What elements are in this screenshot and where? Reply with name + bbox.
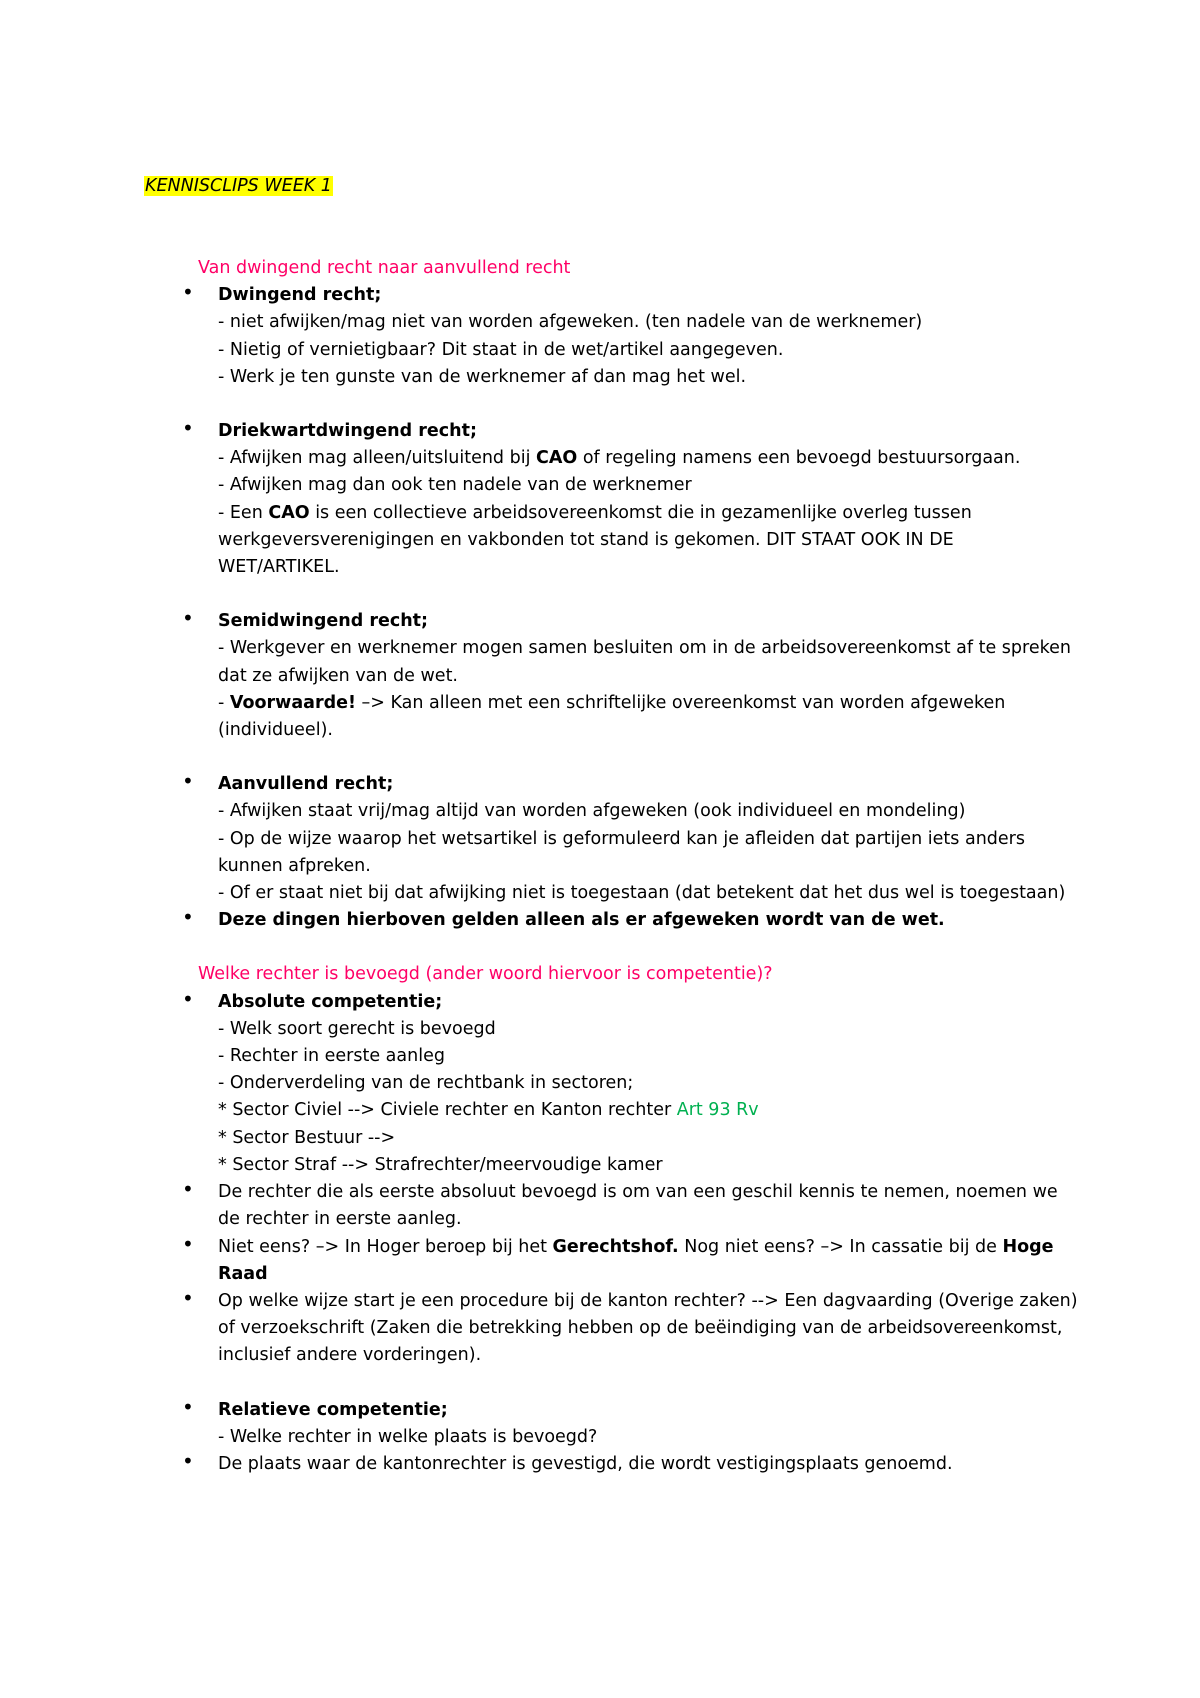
text-line: - Een CAO is een collectieve arbeidsovereenkomst die in gezamenlijke overleg tussen werkgeversverenigingen en vakbonden tot stand is gekomen. DIT STAAT OOK IN DE WET/ARTIKEL. xyxy=(218,502,972,578)
list-item-aanvullend xyxy=(180,771,1080,907)
text-line: - Nietig of vernietigbaar? Dit staat in de wet/artikel aangegeven. xyxy=(218,339,784,360)
text-line: * Sector Straf --> Strafrechter/meervoudige kamer xyxy=(218,1154,663,1175)
text-line: - Werk je ten gunste van de werknemer af dan mag het wel. xyxy=(218,366,747,387)
list-competentie xyxy=(180,989,1080,1478)
text-line: - Welke rechter in welke plaats is bevoegd? xyxy=(218,1426,598,1447)
text-line: - Of er staat niet bij dat afwijking niet is toegestaan (dat betekent dat het dus wel is toegestaan) xyxy=(218,883,1066,904)
text-line: * Sector Bestuur --> xyxy=(218,1127,396,1148)
list-recht xyxy=(180,282,1080,934)
text-line: - niet afwijken/mag niet van worden afgeweken. (ten nadele van de werknemer) xyxy=(218,312,923,333)
section-heading-competentie: Welke rechter is bevoegd (ander woord hiervoor is competentie)? xyxy=(198,964,773,985)
text-line: - Werkgever en werknemer mogen samen besluiten om in de arbeidsovereenkomst af te spreken dat ze afwijken van de wet. xyxy=(218,638,1071,686)
article-reference: Art 93 Rv xyxy=(676,1100,759,1121)
text-line: - Afwijken staat vrij/mag altijd van worden afgeweken (ook individueel en mondeling) xyxy=(218,801,966,822)
list-item-vestiging: • De plaats waar de kantonrechter is gevestigd, die wordt vestigingsplaats genoemd. xyxy=(180,1451,1080,1478)
text-line: - Op de wijze waarop het wetsartikel is geformuleerd kan je afleiden dat partijen iets anders kunnen afpreken. xyxy=(218,828,1025,876)
term-semidwingend: Semidwingend recht; xyxy=(218,611,429,632)
term-aanvullend: Aanvullend recht; xyxy=(218,774,394,795)
list-item-driekwart xyxy=(180,418,1080,608)
list-item-summary xyxy=(180,907,1080,934)
text-line: - Voorwaarde! –> Kan alleen met een schriftelijke overeenkomst van worden afgeweken (individueel). xyxy=(218,692,1006,741)
list-item-relatief xyxy=(180,1397,1080,1451)
term-relatief: Relatieve competentie; xyxy=(218,1399,448,1420)
title-highlight: KENNISCLIPS WEEK 1 xyxy=(145,176,332,196)
list-item-dwingend xyxy=(180,282,1080,418)
text-line: * Sector Civiel --> Civiele rechter en Kanton rechter Art 93 Rv xyxy=(218,1100,759,1121)
list-item-procedure: • Op welke wijze start je een procedure bij de kanton rechter? --> Een dagvaarding (Overige zaken) of verzoekschrift (Zaken die betrekking hebben op de beëindiging van de arbeidsovereenkomst, inclusief andere vorderingen). xyxy=(180,1288,1080,1397)
term-dwingend: Dwingend recht; xyxy=(218,285,382,306)
list-item-hoger-beroep: • Niet eens? –> In Hoger beroep bij het Gerechtshof. Nog niet eens? –> In cassatie bij de Hoge Raad xyxy=(180,1234,1080,1288)
text-line: - Afwijken mag alleen/uitsluitend bij CAO of regeling namens een bevoegd bestuursorgaan. xyxy=(218,448,1021,469)
document-title xyxy=(144,174,333,198)
document-content xyxy=(180,255,1080,1478)
section-heading-recht: Van dwingend recht naar aanvullend recht xyxy=(198,258,571,278)
term-absolute: Absolute competentie; xyxy=(218,991,443,1012)
term-driekwart: Driekwartdwingend recht; xyxy=(218,421,477,442)
list-item-semidwingend xyxy=(180,608,1080,771)
list-item-absolute xyxy=(180,989,1080,1179)
text-line: - Onderverdeling van de rechtbank in sectoren; xyxy=(218,1073,634,1094)
summary-text: Deze dingen hierboven gelden alleen als er afgeweken wordt van de wet. xyxy=(218,910,945,931)
text-line: - Afwijken mag dan ook ten nadele van de werknemer xyxy=(218,475,692,496)
text-line: - Welk soort gerecht is bevoegd xyxy=(218,1018,496,1039)
list-item-eerste-aanleg: • De rechter die als eerste absoluut bevoegd is om van een geschil kennis te nemen, noemen we de rechter in eerste aanleg. xyxy=(180,1179,1080,1233)
text-line: - Rechter in eerste aanleg xyxy=(218,1046,445,1067)
